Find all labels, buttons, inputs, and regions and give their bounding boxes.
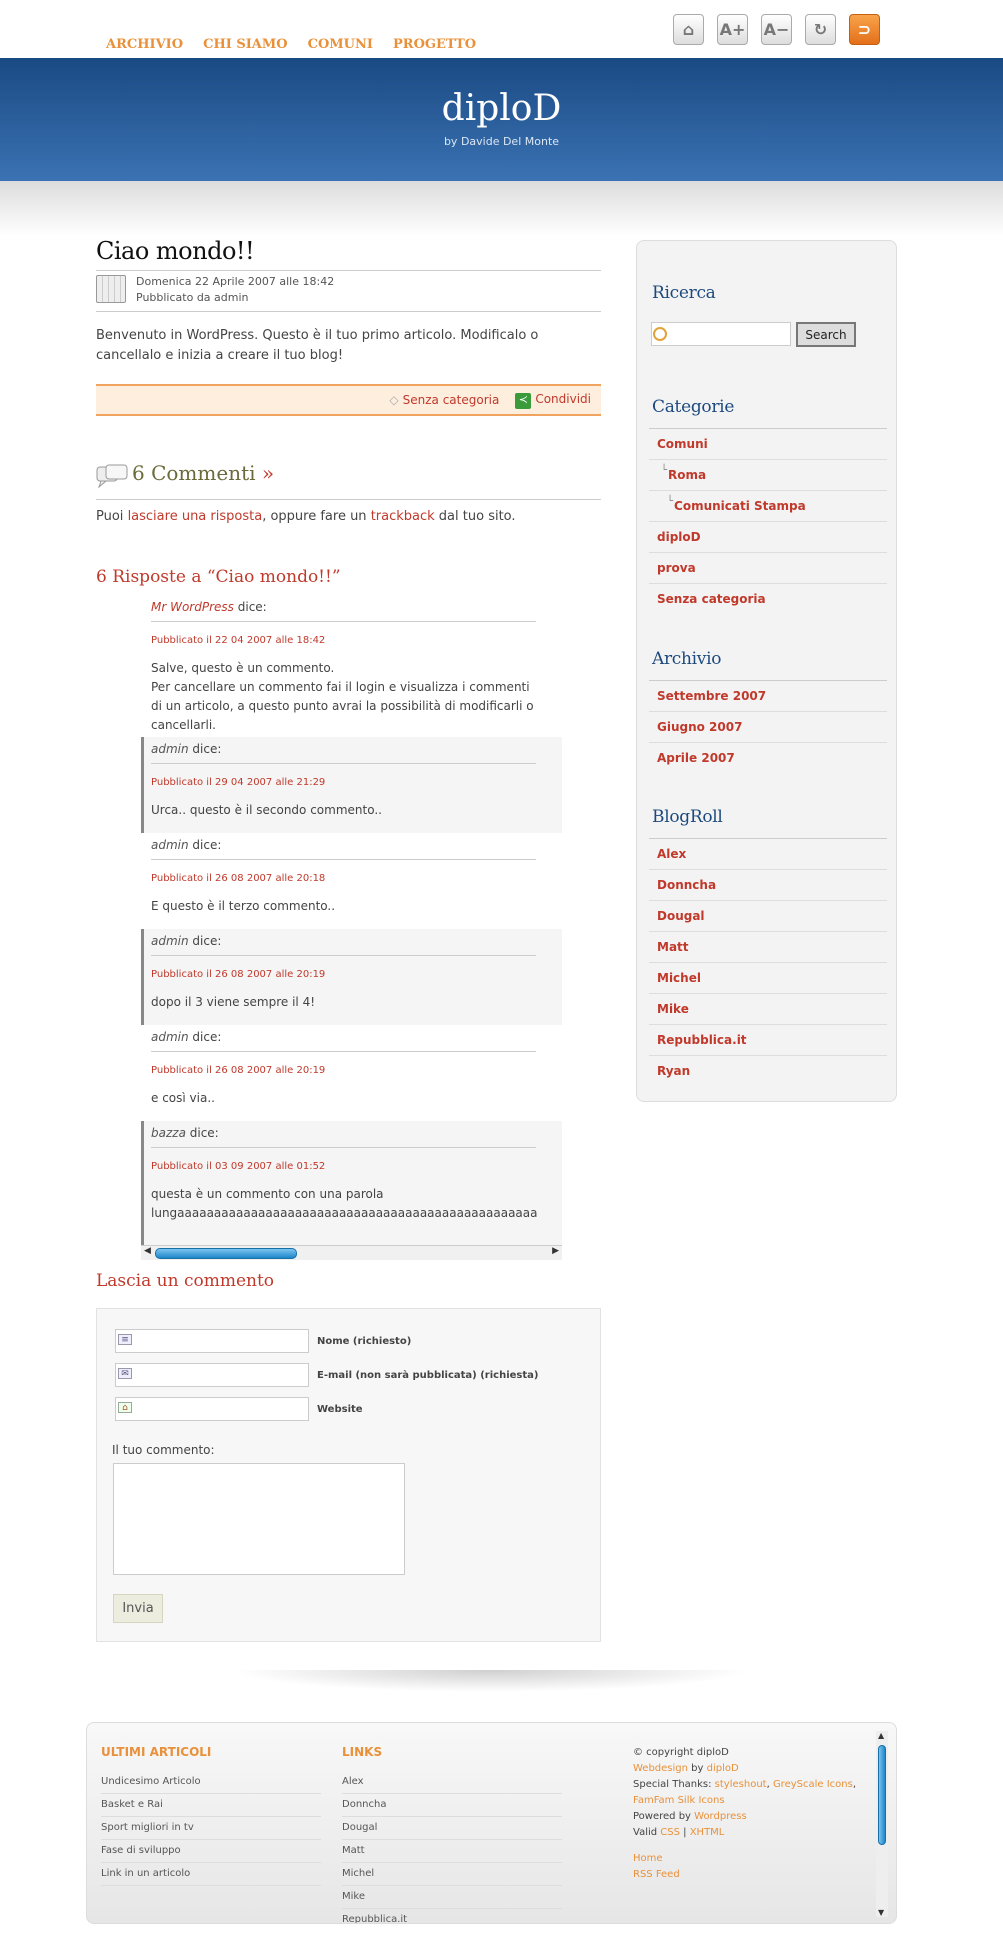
dice-label: dice:	[185, 1126, 219, 1140]
comment-author: admin	[151, 1030, 189, 1044]
comments-icon	[96, 464, 129, 488]
website-label: Website	[317, 1403, 363, 1415]
categories-title: Categorie	[652, 397, 735, 417]
scroll-down-icon[interactable]: ▼	[878, 1908, 885, 1917]
footer-link[interactable]: Michel	[342, 1863, 562, 1886]
comment-list[interactable]	[141, 595, 562, 1258]
footer-recent-posts	[101, 1745, 321, 1886]
category-item[interactable]: Senza categoria	[649, 583, 887, 614]
scroll-up-icon[interactable]: ▲	[878, 1731, 885, 1740]
thanks-label: Special Thanks:	[633, 1779, 715, 1790]
scroll-right-icon[interactable]: ▶	[552, 1246, 559, 1256]
footer-link[interactable]: Mike	[342, 1886, 562, 1909]
comment-label: Il tuo commento:	[112, 1443, 215, 1457]
comment-text: Salve, questo è un commento. Per cancellare un commento fai il login e visualizza i commenti di un articolo, a questo punto avrai la possibilità di modificarli o cancellarli.	[151, 661, 534, 732]
categories-list	[649, 428, 887, 614]
post-author: Pubblicato da admin	[136, 291, 249, 304]
blogroll-item[interactable]: Dougal	[649, 900, 887, 931]
recent-posts-title: ULTIMI ARTICOLI	[101, 1745, 212, 1759]
rss-feed-link[interactable]: RSS Feed	[633, 1869, 680, 1880]
thanks-link[interactable]: FamFam Silk Icons	[633, 1795, 725, 1806]
share-icon: ≺	[515, 393, 531, 409]
site-header	[0, 58, 1003, 181]
search-input[interactable]	[651, 322, 791, 346]
comment	[141, 595, 562, 737]
top-bar	[0, 0, 1003, 58]
horizontal-scrollbar[interactable]	[141, 1245, 562, 1260]
blogroll-item[interactable]: Repubblica.it	[649, 1024, 887, 1055]
css-link[interactable]: CSS	[660, 1827, 680, 1838]
links-title: LINKS	[342, 1745, 383, 1759]
post-footer-bar	[96, 384, 601, 416]
leave-reply-link[interactable]: lasciare una risposta	[127, 509, 263, 524]
website-icon: ⌂	[118, 1402, 132, 1413]
comment-date[interactable]: Pubblicato il 22 04 2007 alle 18:42	[151, 635, 326, 646]
archive-item[interactable]: Settembre 2007	[649, 680, 887, 711]
rss-icon[interactable]: ⊃	[849, 14, 880, 45]
comment-textarea[interactable]	[113, 1463, 405, 1575]
category-item[interactable]	[649, 459, 887, 490]
archive-title: Archivio	[652, 649, 722, 669]
nav-comuni[interactable]: COMUNI	[307, 37, 373, 52]
home-link[interactable]: Home	[633, 1853, 663, 1864]
webdesign-link[interactable]: Webdesign	[633, 1763, 688, 1774]
comment-text: E questo è il terzo commento..	[151, 899, 336, 913]
comment-date[interactable]: Pubblicato il 26 08 2007 alle 20:18	[151, 873, 326, 884]
copyright: © copyright diploD	[633, 1747, 729, 1758]
main-content	[96, 237, 601, 1616]
comment-text: Urca.. questo è il secondo commento..	[151, 803, 382, 817]
nav-progetto[interactable]: PROGETTO	[392, 37, 477, 52]
search-title: Ricerca	[652, 283, 716, 303]
post-body: Benvenuto in WordPress. Questo è il tuo primo articolo. Modificalo o cancellalo e inizia a creare il tuo blog!	[96, 328, 539, 363]
recent-post-link[interactable]: Link in un articolo	[101, 1863, 321, 1886]
footer-link[interactable]: Alex	[342, 1771, 562, 1794]
comment-author: admin	[151, 838, 189, 852]
blogroll-item[interactable]: Matt	[649, 931, 887, 962]
post-date: Domenica 22 Aprile 2007 alle 18:42	[136, 275, 335, 288]
footer-shadow	[230, 1670, 750, 1692]
elbow-icon: └	[661, 465, 668, 476]
thanks-link[interactable]: GreyScale Icons	[772, 1779, 853, 1790]
post-meta	[96, 271, 601, 312]
comment	[141, 737, 562, 833]
dice-label: dice:	[188, 838, 222, 852]
share-link[interactable]: Condividi	[535, 391, 591, 406]
comment	[141, 833, 562, 929]
search-icon	[653, 327, 667, 341]
top-nav	[106, 37, 476, 52]
elbow-icon: └	[667, 496, 674, 507]
by-text: by	[687, 1763, 707, 1774]
comments-header	[96, 459, 601, 500]
comment-text: dopo il 3 viene sempre il 4!	[151, 995, 316, 1009]
scrollbar-thumb[interactable]	[155, 1248, 297, 1259]
footer-links	[342, 1745, 562, 1924]
site-subtitle: by Davide Del Monte	[443, 135, 560, 148]
blogroll-item[interactable]: Alex	[649, 838, 887, 869]
dice-label: dice:	[188, 934, 222, 948]
font-decrease-icon[interactable]: A−	[761, 14, 792, 45]
powered-text: Powered by	[633, 1811, 695, 1822]
leave-mid: , oppure fare un	[262, 509, 371, 524]
website-input[interactable]	[115, 1397, 309, 1421]
comment-text-line1: questa è un commento con una parola	[151, 1187, 384, 1201]
footer-link[interactable]: Matt	[342, 1840, 562, 1863]
comment	[141, 929, 562, 1025]
dice-label: dice:	[233, 600, 267, 614]
category-label[interactable]: Comunicati Stampa	[674, 499, 806, 513]
sidebar	[636, 240, 897, 1102]
reload-icon[interactable]: ↻	[805, 14, 836, 45]
nav-chi-siamo[interactable]: CHI SIAMO	[203, 37, 288, 52]
comment-text	[151, 1185, 537, 1231]
comment-date[interactable]: Pubblicato il 29 04 2007 alle 21:29	[151, 777, 326, 788]
submit-button[interactable]: Invia	[113, 1594, 163, 1623]
toolbar	[673, 14, 880, 45]
archive-item[interactable]: Giugno 2007	[649, 711, 887, 742]
tag-icon: ◇	[389, 393, 399, 407]
comment-date[interactable]: Pubblicato il 03 09 2007 alle 01:52	[151, 1161, 326, 1172]
recent-post-link[interactable]: Undicesimo Articolo	[101, 1771, 321, 1794]
email-icon: ✉	[118, 1368, 132, 1379]
category-item[interactable]	[649, 490, 887, 521]
category-item[interactable]: prova	[649, 552, 887, 583]
recent-post-link[interactable]: Sport migliori in tv	[101, 1817, 321, 1840]
comment	[141, 1025, 562, 1121]
comment-date[interactable]: Pubblicato il 26 08 2007 alle 20:19	[151, 1065, 326, 1076]
leave-comment-title: Lascia un commento	[96, 1271, 275, 1291]
category-label[interactable]: Roma	[668, 468, 707, 482]
footer	[86, 1722, 897, 1924]
comment-date[interactable]: Pubblicato il 26 08 2007 alle 20:19	[151, 969, 326, 980]
user-card-icon: ≡	[118, 1334, 132, 1345]
dice-label: dice:	[188, 1030, 222, 1044]
home-icon[interactable]: ⌂	[673, 14, 704, 45]
comment-author: admin	[151, 742, 189, 756]
scrollbar-thumb[interactable]	[878, 1745, 886, 1845]
blogroll-item[interactable]: Ryan	[649, 1055, 887, 1086]
recent-post-link[interactable]: Fase di sviluppo	[101, 1840, 321, 1863]
dice-label: dice:	[188, 742, 222, 756]
valid-text: Valid	[633, 1827, 661, 1838]
email-input[interactable]	[115, 1363, 309, 1387]
thanks-link[interactable]: styleshout	[714, 1779, 767, 1790]
leave-reply-text	[96, 509, 516, 524]
category-item[interactable]: diploD	[649, 521, 887, 552]
comment	[141, 1121, 562, 1258]
category-item[interactable]: Comuni	[649, 428, 887, 459]
pipe-separator: |	[679, 1827, 690, 1838]
comment-text: e così via..	[151, 1091, 215, 1105]
wordpress-link[interactable]: Wordpress	[694, 1811, 747, 1822]
post-title[interactable]: Ciao mondo!!	[96, 237, 601, 271]
footer-credits: © copyright diploD Webdesign by diploD Special Thanks: styleshout, GreyScale Icons, FamFam Silk Icons Powered by Wordpress Valid CSS | XHTML Home RSS Feed	[633, 1747, 857, 1880]
leave-suffix: dal tuo sito.	[434, 509, 516, 524]
scroll-left-icon[interactable]: ◀	[144, 1246, 151, 1256]
calendar-icon	[96, 275, 126, 303]
name-label: Nome (richiesto)	[317, 1335, 412, 1347]
nav-archivio[interactable]: ARCHIVIO	[106, 37, 184, 52]
blogroll-item[interactable]: Michel	[649, 962, 887, 993]
category-link[interactable]: Senza categoria	[402, 393, 500, 407]
comment-author: admin	[151, 934, 189, 948]
blogroll-item[interactable]: Donncha	[649, 869, 887, 900]
leave-prefix: Puoi	[96, 509, 128, 524]
comments-count[interactable]: 6 Commenti	[132, 461, 256, 485]
font-increase-icon[interactable]: A+	[717, 14, 748, 45]
recent-post-link[interactable]: Basket e Rai	[101, 1794, 321, 1817]
xhtml-link[interactable]: XHTML	[689, 1827, 725, 1838]
site-title[interactable]: diploD	[441, 88, 562, 129]
blogroll-item[interactable]: Mike	[649, 993, 887, 1024]
header-shadow	[0, 181, 1003, 236]
comment-form	[96, 1308, 601, 1642]
email-label: E-mail (non sarà pubblicata) (richiesta)	[317, 1369, 539, 1381]
search-button[interactable]: Search	[796, 322, 856, 347]
comment-author: bazza	[151, 1126, 186, 1140]
comments-arrow: »	[255, 461, 275, 485]
archive-item[interactable]: Aprile 2007	[649, 742, 887, 773]
blogroll-title: BlogRoll	[652, 807, 723, 827]
comment-author[interactable]: Mr WordPress	[151, 600, 234, 614]
trackback-link[interactable]: trackback	[370, 509, 435, 524]
name-input[interactable]	[115, 1329, 309, 1353]
vertical-scrollbar[interactable]	[876, 1731, 888, 1917]
footer-link[interactable]: Dougal	[342, 1817, 562, 1840]
blogroll-list	[649, 838, 887, 1086]
author-link[interactable]: diploD	[706, 1763, 739, 1774]
footer-link[interactable]: Repubblica.it	[342, 1909, 562, 1924]
footer-link[interactable]: Donncha	[342, 1794, 562, 1817]
comment-text-line2: lungaaaaaaaaaaaaaaaaaaaaaaaaaaaaaaaaaaaaaaaaaaaaaaaaa	[151, 1206, 538, 1220]
archive-list	[649, 680, 887, 773]
replies-title: 6 Risposte a “Ciao mondo!!”	[96, 567, 341, 587]
